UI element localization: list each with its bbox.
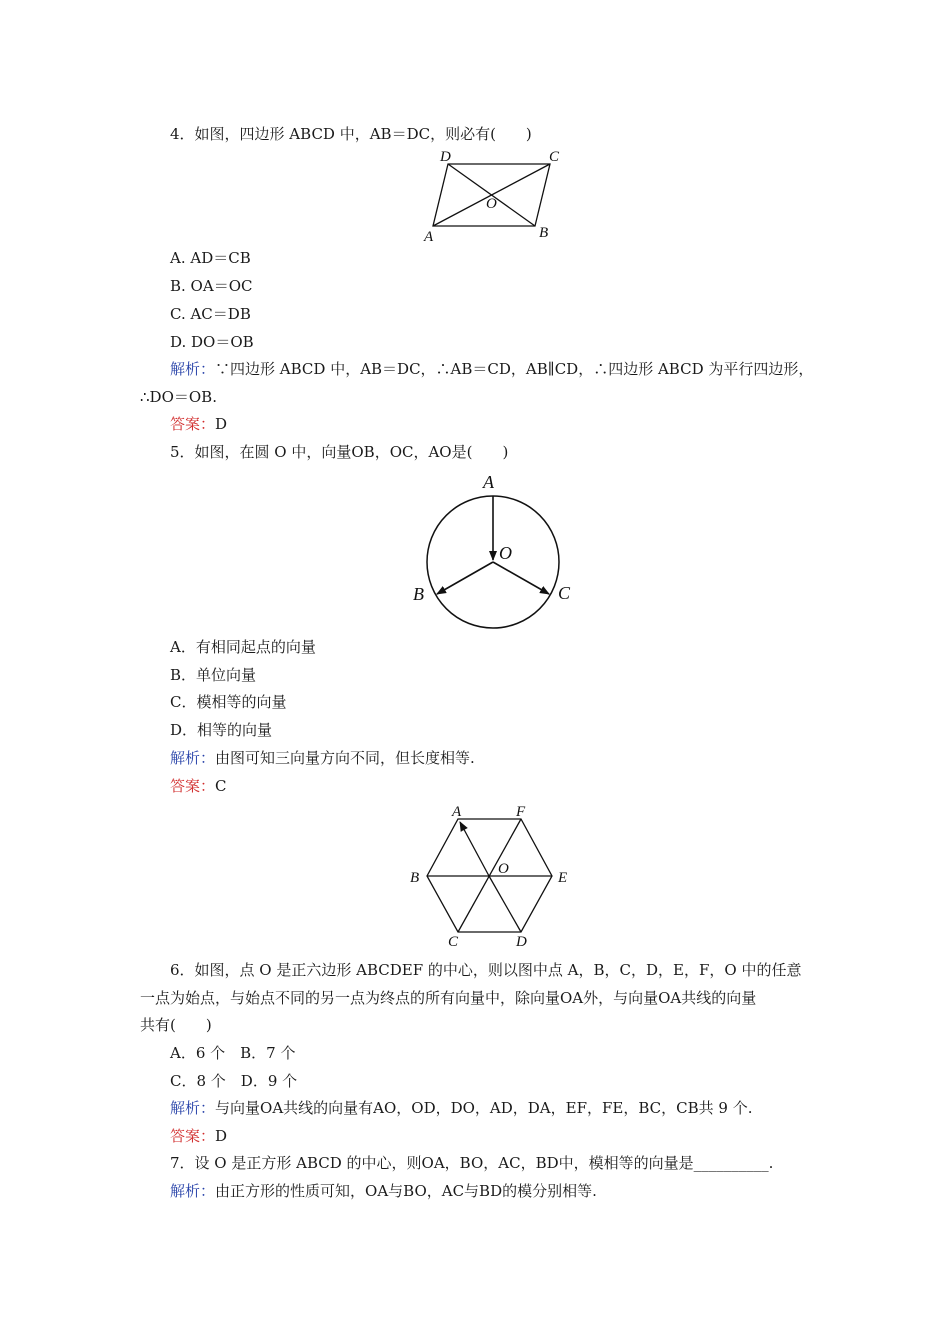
analysis-label: 解析： [170, 1099, 216, 1117]
label-d: D [440, 149, 451, 165]
q5-answer [170, 776, 227, 796]
q5-analysis [170, 748, 475, 768]
q6-stem-line3: 共有( ) [140, 1016, 212, 1034]
label-o: O [486, 196, 497, 212]
q6-answer [170, 1126, 227, 1146]
q4-analysis [170, 359, 813, 379]
label-o: O [498, 861, 509, 877]
label-e: E [558, 870, 568, 886]
analysis-label: 解析： [170, 360, 216, 378]
answer-value: D [215, 1127, 228, 1145]
q4-stem: 4．如图，四边形 ABCD 中，AB＝DC，则必有( ) [170, 125, 532, 143]
label-o: O [499, 543, 512, 563]
label-f: F [516, 804, 526, 820]
q4-option-c: C. AC＝DB [170, 305, 251, 323]
answer-value: D [215, 415, 228, 433]
q4-option-a: A. AD＝CB [170, 249, 251, 267]
q6-stem-line2: 一点为始点，与始点不同的另一点为终点的所有向量中，除向量OA外，与向量OA共线的向量 [140, 989, 757, 1007]
q6-stem-line1: 6．如图，点 O 是正六边形 ABCDEF 的中心，则以图中点 A，B，C，D，E，F，O 中的任意 [170, 961, 802, 979]
label-c: C [558, 583, 571, 603]
q7-stem: 7．设 O 是正方形 ABCD 的中心，则OA，BO，AC，BD中，模相等的向量是__________. [170, 1154, 774, 1172]
diagonal-ac [433, 164, 550, 226]
vector-oa [460, 822, 489, 876]
analysis-text: 由正方形的性质可知，OA与BO，AC与BD的模分别相等. [215, 1182, 597, 1200]
q4-answer [170, 414, 227, 434]
label-b: B [413, 584, 424, 604]
q5-option-a: A．有相同起点的向量 [170, 638, 316, 656]
q4-option-b: B. OA＝OC [170, 277, 253, 295]
label-a: A [483, 472, 494, 492]
q5-option-b: B．单位向量 [170, 666, 257, 684]
analysis-text: 由图可知三向量方向不同，但长度相等. [215, 749, 475, 767]
q4-parallelogram-figure [420, 146, 570, 246]
analysis-label: 解析： [170, 749, 216, 767]
q6-options-line1: A．6 个 B．7 个 [170, 1044, 296, 1062]
answer-label: 答案： [170, 1127, 216, 1145]
q4-option-d: D. DO＝OB [170, 333, 254, 351]
vector-ob [437, 562, 493, 594]
analysis-label: 解析： [170, 1182, 216, 1200]
q6-options-line2: C．8 个 D．9 个 [170, 1072, 298, 1090]
q5-stem: 5．如图，在圆 O 中，向量OB，OC，AO是( ) [170, 443, 509, 461]
label-a: A [452, 804, 462, 820]
analysis-text: ∵四边形 ABCD 中，AB＝DC，∴AB＝CD，AB∥CD，∴四边形 ABCD 为平行四边形， [215, 360, 814, 378]
q4-analysis-cont: ∴DO＝OB. [140, 388, 217, 406]
q6-analysis [170, 1098, 752, 1118]
label-c: C [549, 149, 560, 165]
answer-label: 答案： [170, 415, 216, 433]
label-c: C [448, 934, 459, 950]
label-b: B [539, 225, 549, 241]
analysis-text: 与向量OA共线的向量有AO，OD，DO，AD，DA，EF，FE，BC，CB共 9 个. [215, 1099, 753, 1117]
label-b: B [410, 870, 420, 886]
segment-od [489, 876, 521, 932]
answer-value: C [215, 777, 227, 795]
answer-label: 答案： [170, 777, 216, 795]
q5-circle-figure [405, 470, 585, 630]
label-a: A [424, 229, 434, 245]
q7-analysis [170, 1181, 597, 1201]
q6-hexagon-figure [400, 800, 590, 950]
q5-option-d: D．相等的向量 [170, 721, 273, 739]
vector-oc [493, 562, 549, 594]
q5-option-c: C．模相等的向量 [170, 693, 287, 711]
label-d: D [516, 934, 527, 950]
